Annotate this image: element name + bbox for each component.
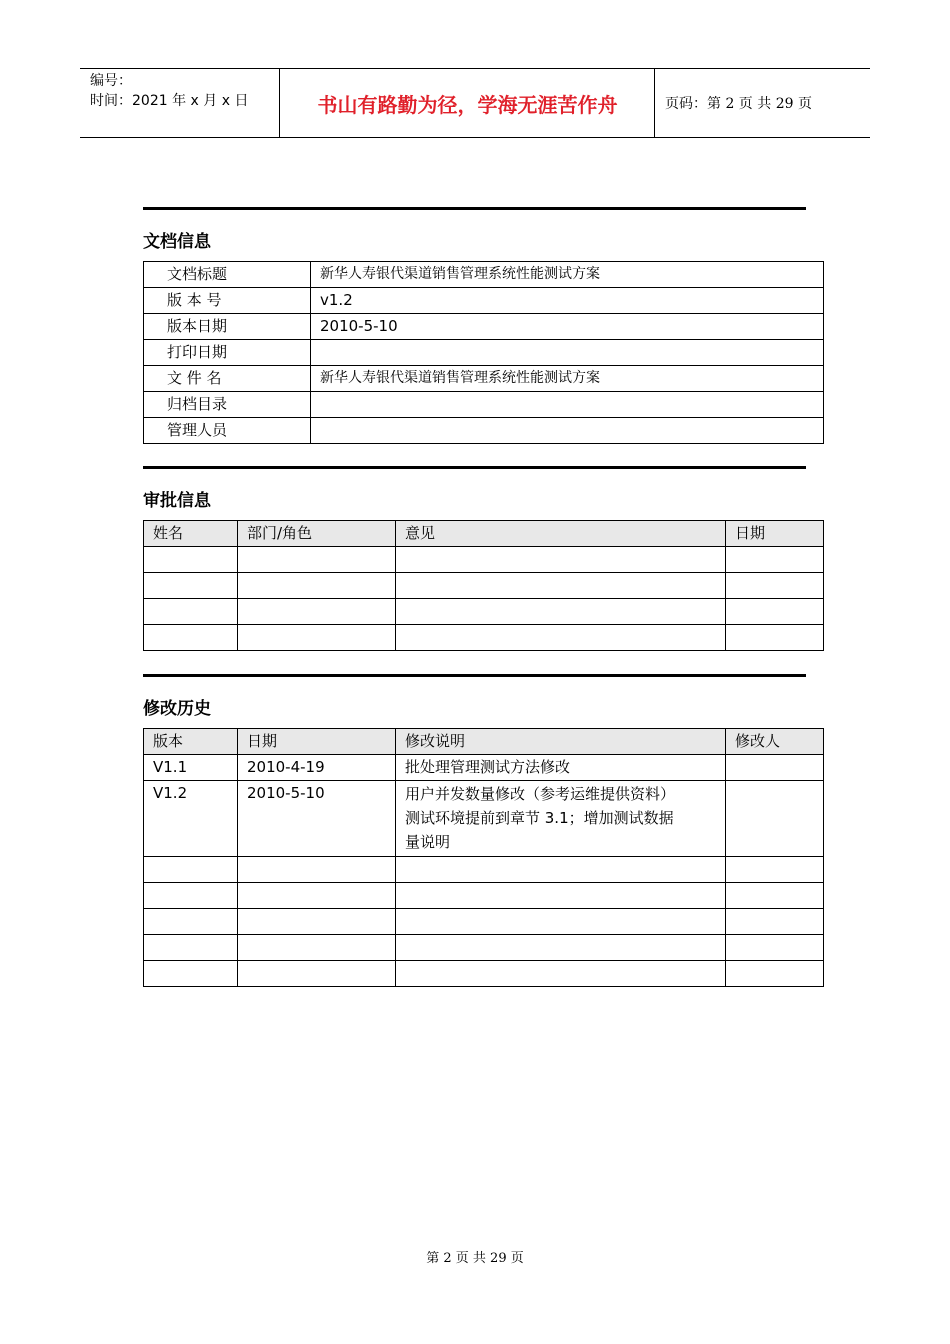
table-row xyxy=(144,857,824,883)
table-row xyxy=(144,418,824,444)
history-description-line: 量说明 xyxy=(405,833,451,851)
table-row xyxy=(144,909,824,935)
col-date: 日期 xyxy=(238,729,396,755)
header-meta xyxy=(80,69,280,137)
table-row xyxy=(144,288,824,314)
history-author xyxy=(726,755,824,781)
section-rule xyxy=(143,466,806,469)
version-value: v1.2 xyxy=(311,288,824,314)
time-label: 时间：2021 年 x 月 x 日 xyxy=(90,93,249,109)
print-date-value xyxy=(311,340,824,366)
col-date: 日期 xyxy=(726,521,824,547)
table-row xyxy=(144,314,824,340)
table-header-row xyxy=(144,521,824,547)
file-name-value: 新华人寿银代渠道销售管理系统性能测试方案 xyxy=(311,366,824,392)
table-row xyxy=(144,961,824,987)
history-author xyxy=(726,781,824,857)
table-row xyxy=(144,366,824,392)
history-date: 2010-4-19 xyxy=(238,755,396,781)
manager-value xyxy=(311,418,824,444)
col-opinion: 意见 xyxy=(396,521,726,547)
table-row xyxy=(144,392,824,418)
col-version: 版本 xyxy=(144,729,238,755)
table-row xyxy=(144,883,824,909)
history-description-line: 测试环境提前到章节 3.1；增加测试数据 xyxy=(405,809,674,827)
col-dept-role: 部门/角色 xyxy=(238,521,396,547)
table-row xyxy=(144,262,824,288)
doc-info-title: 文档信息 xyxy=(143,232,211,252)
table-row xyxy=(144,340,824,366)
file-name-label: 文 件 名 xyxy=(144,366,311,392)
manager-label: 管理人员 xyxy=(144,418,311,444)
page-footer: 第 2 页 共 29 页 xyxy=(426,1251,524,1266)
section-rule xyxy=(143,674,806,677)
version-date-label: 版本日期 xyxy=(144,314,311,340)
table-row xyxy=(144,781,824,857)
table-header-row xyxy=(144,729,824,755)
history-table xyxy=(143,728,824,987)
header-page-number: 页码：第 2 页 共 29 页 xyxy=(665,96,812,112)
version-label: 版 本 号 xyxy=(144,288,311,314)
archive-dir-label: 归档目录 xyxy=(144,392,311,418)
print-date-label: 打印日期 xyxy=(144,340,311,366)
col-name: 姓名 xyxy=(144,521,238,547)
col-author: 修改人 xyxy=(726,729,824,755)
history-version: V1.2 xyxy=(144,781,238,857)
history-version: V1.1 xyxy=(144,755,238,781)
approval-table xyxy=(143,520,824,651)
doc-info-table xyxy=(143,261,824,444)
history-title: 修改历史 xyxy=(143,699,211,719)
col-description: 修改说明 xyxy=(396,729,726,755)
table-row xyxy=(144,599,824,625)
history-date: 2010-5-10 xyxy=(238,781,396,857)
table-row xyxy=(144,547,824,573)
doc-title-value: 新华人寿银代渠道销售管理系统性能测试方案 xyxy=(311,262,824,288)
version-date-value: 2010-5-10 xyxy=(311,314,824,340)
table-row xyxy=(144,573,824,599)
header-motto: 书山有路勤为径，学海无涯苦作舟 xyxy=(281,69,655,137)
history-description xyxy=(396,781,726,857)
table-row xyxy=(144,935,824,961)
history-description: 批处理管理测试方法修改 xyxy=(396,755,726,781)
table-row xyxy=(144,625,824,651)
number-label: 编号： xyxy=(90,73,132,89)
approval-title: 审批信息 xyxy=(143,491,211,511)
section-rule xyxy=(143,207,806,210)
history-description-line: 用户并发数量修改（参考运维提供资料） xyxy=(405,785,676,803)
page-header xyxy=(80,68,870,138)
doc-title-label: 文档标题 xyxy=(144,262,311,288)
archive-dir-value xyxy=(311,392,824,418)
table-row xyxy=(144,755,824,781)
